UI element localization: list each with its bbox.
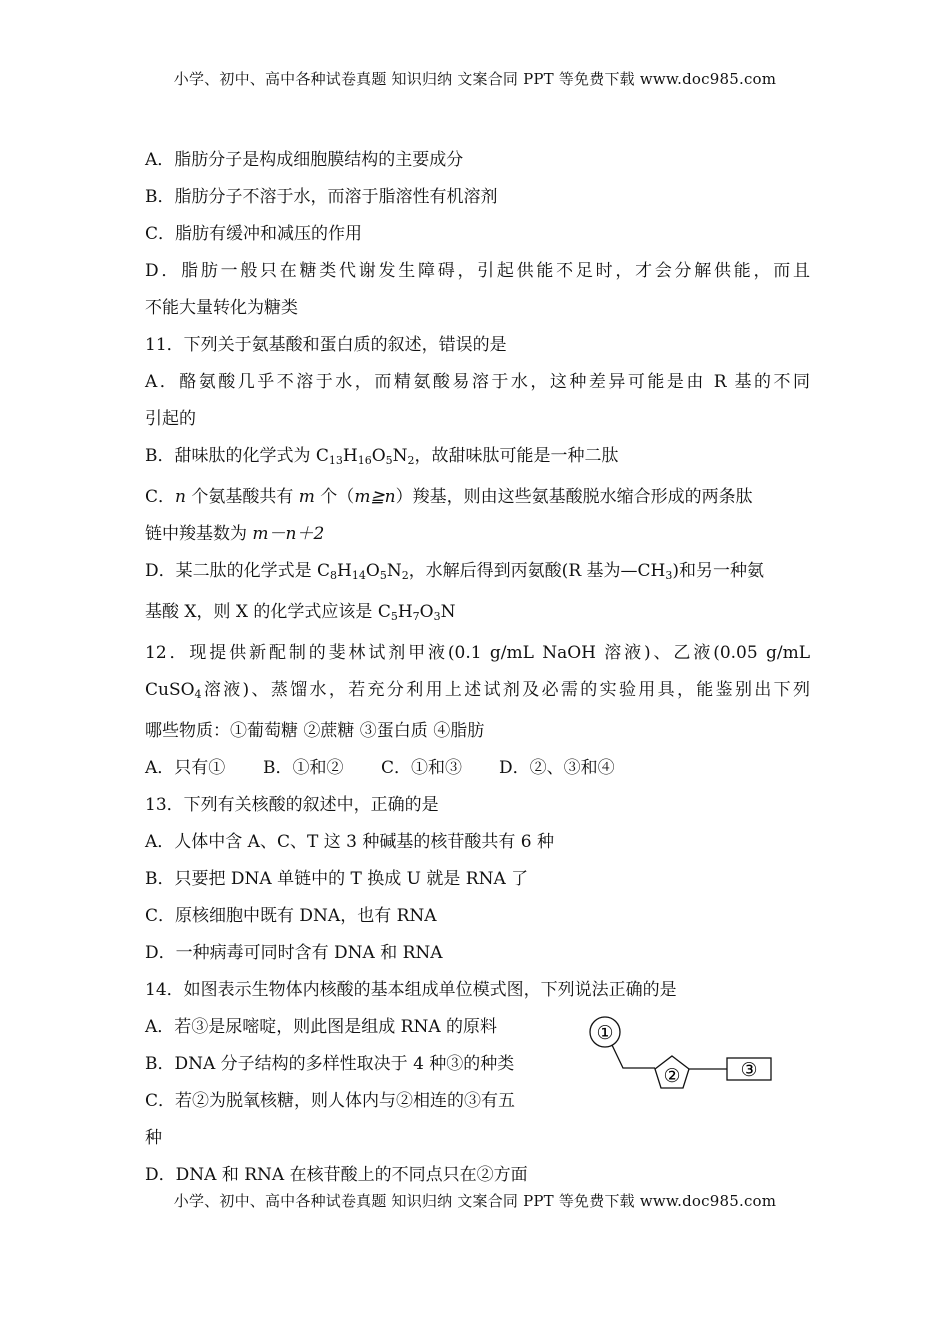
q11-d-mid: ，水解后得到丙氨酸(R 基为—CH (408, 561, 666, 581)
q11-d2-pre: 基酸 X，则 X 的化学式应该是 C (145, 602, 391, 622)
q13-option-d: D．一种病毒可同时含有 DNA 和 RNA (145, 943, 443, 963)
q11-d2-h: H (397, 602, 413, 622)
q11-d-post: )和另一种氨 (672, 561, 764, 581)
q11-d2-sub1: 5 (390, 610, 398, 623)
q14-option-c-line2: 种 (145, 1128, 162, 1148)
q11-d2-sub2: 7 (412, 610, 420, 623)
q11-c-n: n (175, 487, 186, 507)
q11-d2-o: O (419, 602, 434, 622)
q10-option-d-line2: 不能大量转化为糖类 (145, 298, 298, 318)
diagram-label-1: ① (596, 1022, 614, 1044)
q12-options (145, 750, 810, 787)
header-banner: 小学、初中、高中各种试卷真题 知识归纳 文案合同 PPT 等免费下载 www.doc985.com (173, 70, 777, 88)
q13-option-b: B．只要把 DNA 单链中的 T 换成 U 就是 RNA 了 (145, 869, 529, 889)
q10-option-c: C．脂肪有缓冲和减压的作用 (145, 224, 363, 244)
q11-b-sub3: 5 (385, 454, 393, 467)
q11-c-m: m (298, 487, 315, 507)
nucleotide-diagram (585, 1012, 780, 1094)
q11-d-sub3: 5 (379, 569, 387, 582)
q11-d2-n: N (440, 602, 456, 622)
q14-option-d: D．DNA 和 RNA 在核苷酸上的不同点只在②方面 (145, 1165, 528, 1185)
diagram-label-3: ③ (740, 1059, 758, 1081)
q11-stem: 11．下列关于氨基酸和蛋白质的叙述，错误的是 (145, 335, 507, 355)
q11-c-line2-pre: 链中羧基数为 (145, 524, 253, 544)
q12-line3: 哪些物质：①葡萄糖 ②蔗糖 ③蛋白质 ④脂肪 (145, 721, 485, 741)
q11-b-n: N (392, 446, 408, 466)
q11-b-post: ，故甜味肽可能是一种二肽 (414, 446, 619, 466)
q12-line2 (145, 672, 810, 713)
q11-d-h: H (337, 561, 352, 581)
q11-option-c-line1 (145, 479, 810, 516)
q11-d-n: N (386, 561, 402, 581)
q11-option-b (145, 438, 810, 479)
q14-option-c-line1: C．若②为脱氧核糖，则人体内与②相连的③有五 (145, 1091, 516, 1111)
q11-b-pre: B．甜味肽的化学式为 C (145, 446, 329, 466)
q11-b-sub4: 2 (407, 454, 415, 467)
q11-option-c-line2 (145, 516, 810, 553)
q11-d-sub1: 8 (330, 569, 338, 582)
q11-b-sub2: 16 (357, 454, 372, 467)
q14-option-a: A．若③是尿嘧啶，则此图是组成 RNA 的原料 (145, 1017, 498, 1037)
q11-b-h: H (342, 446, 358, 466)
q13-option-c: C．原核细胞中既有 DNA，也有 RNA (145, 906, 437, 926)
q11-c-mid1: 个氨基酸共有 (185, 487, 299, 507)
q12-line2-sub: 4 (194, 688, 202, 701)
q11-b-o: O (371, 446, 386, 466)
q10-option-a: A．脂肪分子是构成细胞膜结构的主要成分 (145, 150, 464, 170)
q11-option-d-line1 (145, 553, 810, 594)
q11-d2-sub3: 3 (433, 610, 441, 623)
q11-c-mid2: 个（ (314, 487, 355, 507)
q12-line2-post: 溶液)、蒸馏水，若充分利用上述试剂及必需的实验用具，能鉴别出下列 (201, 680, 810, 700)
q11-c-line2-expr: m－n＋2 (252, 524, 325, 544)
q11-b-sub1: 13 (328, 454, 343, 467)
q11-d-o: O (365, 561, 380, 581)
q13-option-a: A．人体中含 A、C、T 这 3 种碱基的核苷酸共有 6 种 (145, 832, 554, 852)
q12-option-c: C．①和③ (381, 758, 463, 778)
footer-banner: 小学、初中、高中各种试卷真题 知识归纳 文案合同 PPT 等免费下载 www.doc985.com (173, 1192, 777, 1210)
q11-option-a-line1: A．酪氨酸几乎不溶于水，而精氨酸易溶于水，这种差异可能是由 R 基的不同 (145, 372, 810, 392)
q11-option-d-line2 (145, 594, 810, 635)
q11-d-pre: D．某二肽的化学式是 C (145, 561, 331, 581)
q13-stem: 13．下列有关核酸的叙述中，正确的是 (145, 795, 439, 815)
q10-option-b: B．脂肪分子不溶于水，而溶于脂溶性有机溶剂 (145, 187, 498, 207)
q12-option-b: B．①和② (263, 758, 344, 778)
q11-c-post: ）羧基，则由这些氨基酸脱水缩合形成的两条肽 (395, 487, 753, 507)
q12-line2-pre: CuSO (145, 680, 195, 700)
q12-option-d: D．②、③和④ (499, 758, 615, 778)
q11-c-pre: C． (145, 487, 176, 507)
q10-option-d-line1: D．脂肪一般只在糖类代谢发生障碍，引起供能不足时，才会分解供能，而且 (145, 261, 810, 281)
q14-option-b: B．DNA 分子结构的多样性取决于 4 种③的种类 (145, 1054, 515, 1074)
q11-d-sub2: 14 (351, 569, 366, 582)
q11-d-sub5: 3 (665, 569, 673, 582)
phosphate-link (612, 1045, 655, 1068)
q11-c-cond: m≧n (354, 487, 396, 507)
diagram-label-2: ② (663, 1065, 681, 1087)
q12-option-a: A．只有① (145, 758, 226, 778)
q11-option-a-line2: 引起的 (145, 409, 196, 429)
q12-line1: 12．现提供新配制的斐林试剂甲液(0.1 g/mL NaOH 溶液)、乙液(0.05 g/mL (145, 643, 810, 663)
q11-d-sub4: 2 (401, 569, 409, 582)
q14-stem: 14．如图表示生物体内核酸的基本组成单位模式图，下列说法正确的是 (145, 980, 677, 1000)
